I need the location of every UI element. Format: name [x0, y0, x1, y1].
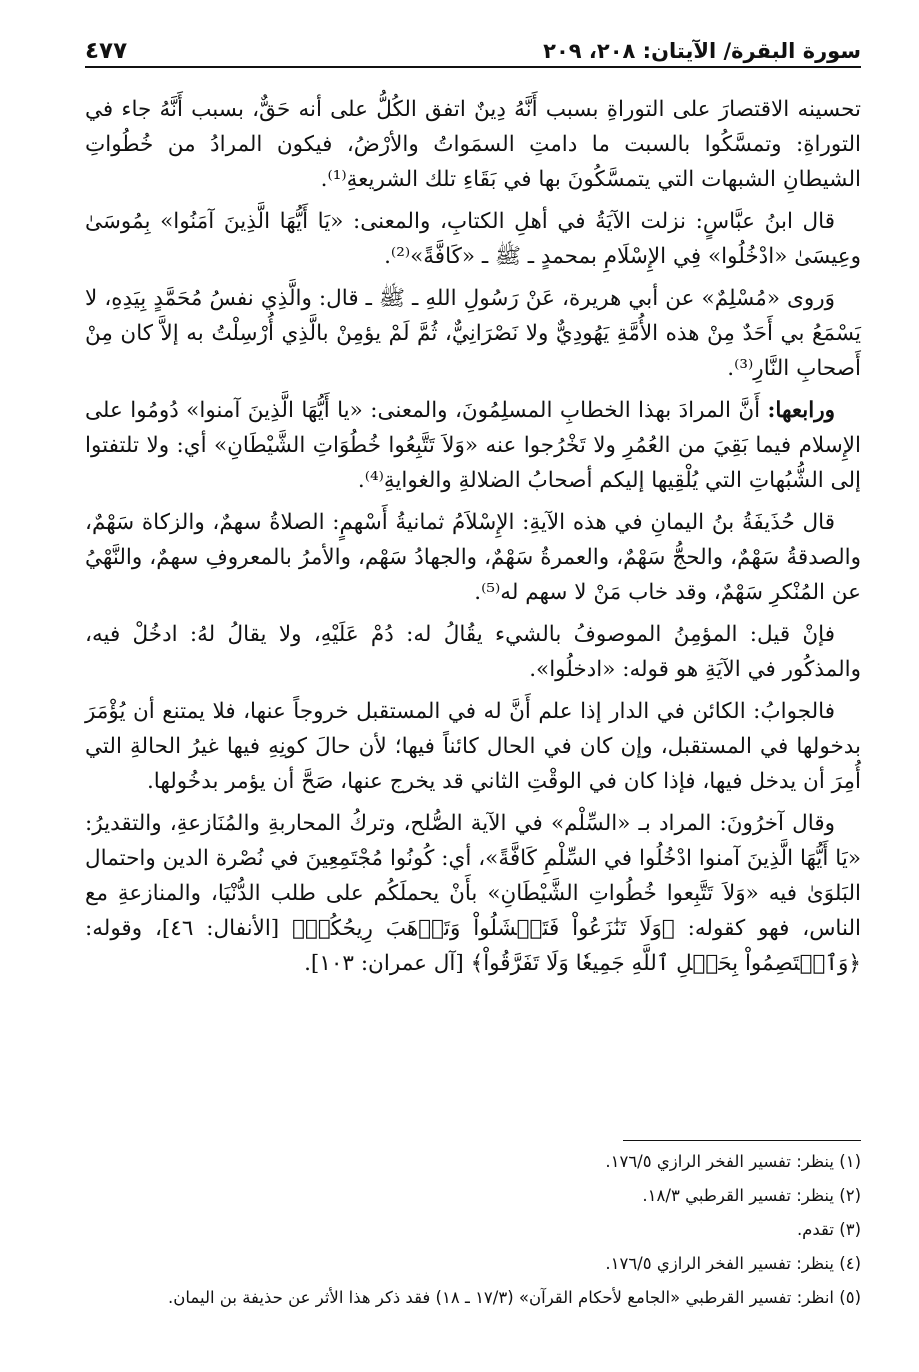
paragraph	[85, 204, 861, 274]
main-text	[85, 92, 861, 981]
footnotes	[85, 1140, 861, 1315]
paragraph	[85, 281, 861, 386]
paragraph	[85, 694, 861, 799]
paragraph-text: تحسينه الاقتصارَ على التوراةِ بسبب أَنَّهُ دِينٌ اتفق الكُلُّ على أنه حَقٌّ، بسبب أَنَّهُ جاء في التوراةِ: وتمسَّكُوا بالسبت ما دامتِ السمَواتُ والأرْضُ، فيكون المرادُ من خُطُواتِ الشيطانِ الشبهات التي يتمسَّكُونَ بها في بَقَاءِ تلك الشريعةِ⁽¹⁾.	[85, 97, 861, 192]
paragraph-text: قال ابنُ عبَّاسٍ: نزلت الآيَةُ في أهلِ الكتابِ، والمعنى: «يَا أَيُّهَا الَّذِينَ آمَنُوا» بِمُوسَىٰ وعِيسَىٰ «ادْخُلُوا» فِي الإِسْلَامِ بمحمدٍ ـ ﷺ ـ «كَافَّةً»⁽²⁾.	[85, 209, 861, 269]
running-header	[85, 34, 861, 68]
paragraph	[85, 393, 861, 498]
footnote-item: (١) ينظر: تفسير الفخر الرازي ١٧٦/٥.	[605, 1152, 861, 1171]
paragraph	[85, 92, 861, 197]
footnote-divider	[623, 1140, 861, 1141]
footnote-item: (٣) تقدم.	[796, 1220, 861, 1239]
footnote-item: (٢) ينظر: تفسير القرطبي ١٨/٣.	[642, 1186, 861, 1205]
footnote-item: (٤) ينظر: تفسير الفخر الرازي ١٧٦/٥.	[605, 1254, 861, 1273]
paragraph-text: وَروى «مُسْلِمٌ» عن أبي هريرة، عَنْ رَسُولِ اللهِ ـ ﷺ ـ قال: والَّذِي نفسُ مُحَمَّدٍ بِيَدِهِ، لا يَسْمَعُ بي أَحَدٌ مِنْ هذه الأُمَّةِ يَهُودِيٌّ ولا نَصْرَانِيٌّ، ثُمَّ لَمْ يؤمِنْ بالَّذِي أُرْسِلْتُ به إلاَّ كان مِنْ أَصحابِ النَّارِ⁽³⁾.	[85, 286, 861, 381]
paragraph-text: أَنَّ المرادَ بهذا الخطابِ المسلِمُونَ، والمعنى: «يا أَيُّهَا الَّذِينَ آمنوا» دُومُوا على الإِسلام فيما بَقِيَ من العُمُرِ ولا تَخْرُجوا عنه «وَلاَ تَتَّبِعُوا خُطُوَاتِ الشَّيْطَانِ» أي: ولا تلتفتوا إلى الشُّبُهاتِ التي يُلْقِيها إليكم أصحابُ الضلالةِ والغوايةِ⁽⁴⁾.	[85, 398, 861, 493]
paragraph-text: فالجوابُ: الكائن في الدار إذا علم أَنَّ له في المستقبل خروجاً عنها، فلا يمتنع أن يُؤْمَرَ بدخولها في المستقبل، وإن كان في الحال كائناً فيها؛ لأن حالَ كونِهِ فيها غيرُ الحالةِ التي أُمِرَ أن يدخل فيها، فإذا كان في الوقْتِ الثاني قد يخرج عنها، صَحَّ أن يؤمر بدخُولها.	[85, 699, 861, 794]
paragraph-text: وقال آخرُونَ: المراد بـ «السِّلْم» في الآية الصُّلح، وتركُ المحاربةِ والمُنَازعةِ، والتقديرُ: «يَا أَيُّهَا الَّذِينَ آمنوا ادْخُلُوا في السِّلْمِ كَافَّةً»، أي: كُونُوا مُجْتَمِعِينَ في نُصْرة الدين واحتمال البَلوَىٰ فيه «وَلاَ تَتَّبِعوا خُطُواتِ الشَّيْطَانِ» بأَنْ يحملَكُم على طلب الدُّنْيَا، والمنازعةِ مع الناس، فهو كقوله: ﴿وَلَا تَنَٰزَعُواْ فَتَفۡشَلُواْ وَتَذۡهَبَ رِيحُكُمۡ﴾ [الأنفال: ٤٦]، وقوله: ﴿وَٱعۡتَصِمُواْ بِحَبۡلِ ٱللَّهِ جَمِيعٗا وَلَا تَفَرَّقُواْ﴾ [آل عمران: ١٠٣].	[85, 811, 861, 976]
paragraph-text: فإنْ قيل: المؤمِنُ الموصوفُ بالشيء يقُالُ له: دُمْ عَلَيْهِ، ولا يقالُ لهُ: ادخُلْ فيه، والمذكُور في الآيَةِ هو قوله: «ادخلُوا».	[85, 622, 861, 682]
paragraph-lead: ورابعها:	[767, 398, 835, 423]
paragraph	[85, 505, 861, 610]
footnote-item: (٥) انظر: تفسير القرطبي «الجامع لأحكام القرآن» (١٧/٣ ـ ١٨) فقد ذكر هذا الأثر عن حذيفة بن اليمان.	[168, 1288, 861, 1307]
page-number: ٤٧٧	[85, 38, 128, 64]
paragraph	[85, 617, 861, 687]
paragraph	[85, 806, 861, 981]
paragraph-text: قال حُذَيفَةُ بنُ اليمانِ في هذه الآيةِ: الإِسْلاَمُ ثمانيةُ أَسْهمٍ: الصلاةُ سهمٌ، والزكاة سَهْمٌ، والصدقةُ سَهْمٌ، والحجُّ سَهْمٌ، والعمرةُ سَهْمٌ، والجهادُ سَهْم، والأمرُ بالمعروفِ سهمٌ، والنَّهْيُ عن المُنْكرِ سَهْمٌ، وقد خاب مَنْ لا سهم له⁽⁵⁾.	[85, 510, 861, 605]
surah-verse-title: سورة البقرة/ الآيتان: ٢٠٨، ٢٠٩	[543, 39, 861, 63]
